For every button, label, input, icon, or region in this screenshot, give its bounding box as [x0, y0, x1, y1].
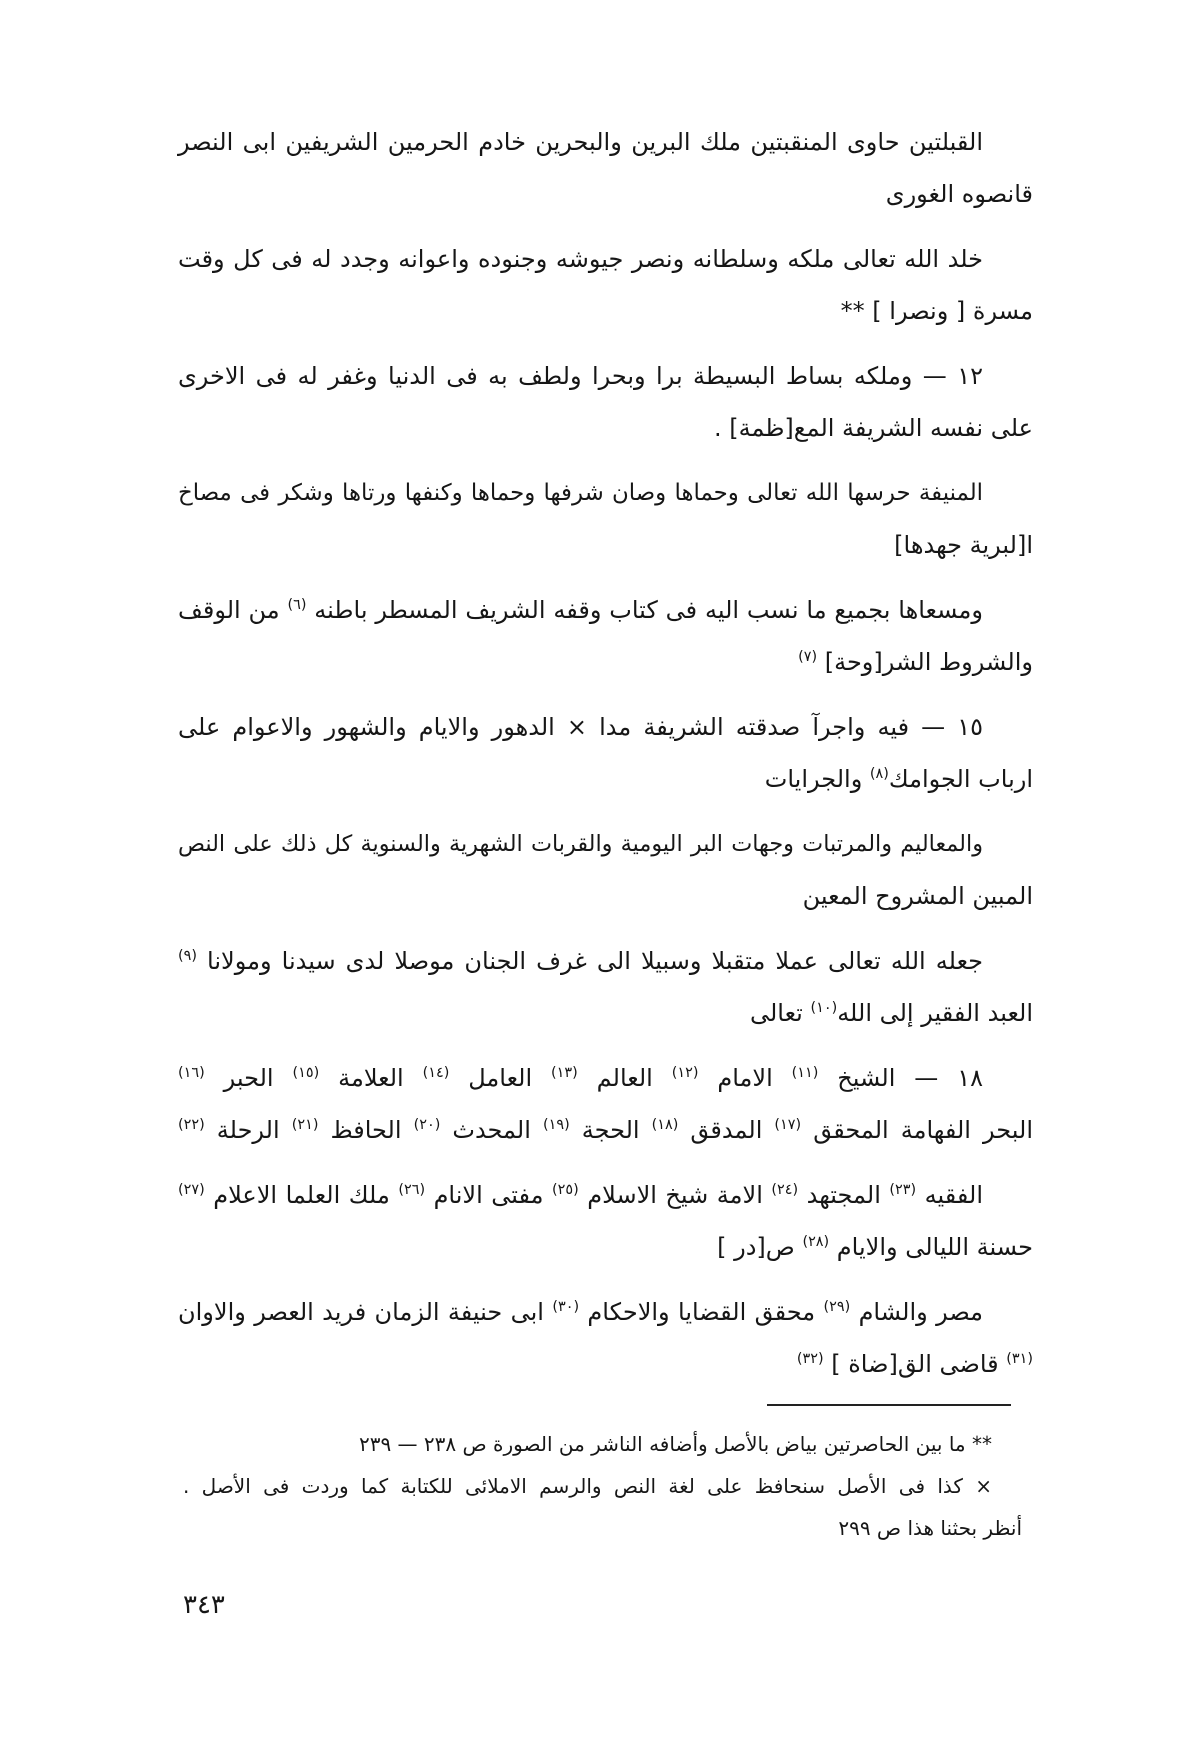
page-number: ٣٤٣	[183, 1590, 225, 1620]
footnote-ref: (١٨)	[651, 1117, 679, 1134]
footnote-ref: (٢٩)	[823, 1299, 851, 1316]
paragraph	[178, 1169, 1033, 1273]
footnote-ref: (٩)	[178, 948, 197, 965]
text-line: القبلتين حاوى المنقبتين ملك البرين والبحرين خادم الحرمين الشريفين ابى النصر	[178, 128, 983, 156]
footnotes	[183, 1423, 1022, 1549]
footnote-ref: (٣٠)	[552, 1299, 580, 1316]
footnote-ref: (٣٢)	[796, 1351, 824, 1368]
footnote-ref: (١٣)	[551, 1065, 578, 1082]
paragraph	[178, 1286, 1033, 1390]
footnote-ref: (١٤)	[422, 1065, 450, 1082]
text-line: مصر والشام $^{(٢٩)}$ محقق القضايا والاحكام $^{(٣٠)}$ ابى حنيفة الزمان فريد العصر والاوان	[178, 1298, 983, 1326]
text-line: ومسعاها بجميع ما نسب اليه فى كتاب وقفه الشريف المسطر باطنه $^{(٦)}$ من الوقف	[178, 596, 983, 624]
text-line: على نفسه الشريفة المع[ظمة] .	[713, 414, 1033, 442]
paragraph	[178, 818, 1033, 922]
text-line: جعله الله تعالى عملا متقبلا وسبيلا الى غرف الجنان موصلا لدى سيدنا ومولانا $^{(٩)}$	[178, 947, 983, 975]
footnote-ref: (٦)	[287, 597, 307, 614]
paragraph	[178, 584, 1033, 688]
text-line: المنيفة حرسها الله تعالى وحماها وصان شرفها وحماها وكنفها ورتاها وشكر فى مصاخ	[178, 480, 983, 506]
paragraph	[178, 935, 1033, 1039]
footnote-ref: (٨)	[869, 766, 889, 783]
text-line: البحر الفهامة المحقق $^{(١٧)}$ المدقق $^{(١٨)}$ الحجة $^{(١٩)}$ المحدث $^{(٢٠)}$ الحافظ $^{(٢١)}$ الرحلة $^{(٢٢)}$	[178, 1116, 1033, 1144]
text-line: $^{(٣١)}$ قاضى الق[ضاة ] $^{(٣٢)}$	[796, 1350, 1033, 1378]
footnote-ref: (٢٦)	[398, 1182, 426, 1199]
main-text	[178, 116, 1033, 1403]
text-line: ارباب الجوامك$^{(٨)}$ والجرايات	[764, 765, 1033, 793]
footnote-ref: (١٦)	[177, 1065, 205, 1082]
footnote-ref: (٧)	[798, 649, 818, 666]
text-line: المبين المشروح المعين	[802, 882, 1033, 910]
text-line: قانصوه الغورى	[885, 180, 1033, 208]
footnote-ref: (١١)	[791, 1065, 819, 1082]
footnote-ref: (٢٧)	[178, 1182, 205, 1199]
text-line: حسنة الليالى والايام $^{(٢٨)}$ ص[در ]	[717, 1233, 1033, 1261]
paragraph	[178, 233, 1033, 337]
paragraph	[178, 116, 1033, 220]
footnote-ref: (٢٥)	[552, 1182, 579, 1199]
footnote-ref: (٢٨)	[802, 1234, 830, 1251]
footnote: أنظر بحثنا هذا ص ٢٩٩	[838, 1516, 1022, 1540]
paragraph	[178, 701, 1033, 805]
paragraph	[178, 467, 1033, 571]
paragraph	[178, 350, 1033, 454]
text-line: ١٨ — الشيخ $^{(١١)}$ الامام $^{(١٢)}$ العالم $^{(١٣)}$ العامل $^{(١٤)}$ العلامة $^{(١٥)}$ الحبر $^{(١٦)}$	[177, 1064, 983, 1092]
paragraph	[178, 1052, 1033, 1156]
footnote-ref: (١٠)	[810, 1000, 838, 1017]
footnote-ref: (٣١)	[1006, 1351, 1033, 1368]
footnote: ** ما بين الحاصرتين بياض بالأصل وأضافه الناشر من الصورة ص ٢٣٨ — ٢٣٩	[358, 1432, 992, 1456]
footnote-ref: (٢٣)	[889, 1182, 917, 1199]
text-line: العبد الفقير إلى الله$^{(١٠)}$ تعالى	[749, 999, 1033, 1027]
footnote-ref: (٢١)	[291, 1117, 319, 1134]
footnote-ref: (١٥)	[292, 1065, 320, 1082]
footnote-rule	[767, 1404, 1011, 1406]
footnote-ref: (٢٤)	[771, 1182, 799, 1199]
footnote: × كذا فى الأصل سنحافظ على لغة النص والرسم الاملائى للكتابة كما وردت فى الأصل .	[183, 1474, 992, 1498]
footnote-ref: (١٩)	[542, 1117, 570, 1134]
text-line: والمعاليم والمرتبات وجهات البر اليومية والقربات الشهرية والسنوية كل ذلك على النص	[178, 831, 983, 857]
text-line: والشروط الشر[وحة] $^{(٧)}$	[798, 648, 1033, 676]
text-line: خلد الله تعالى ملكه وسلطانه ونصر جيوشه وجنوده واعوانه وجدد له فى كل وقت	[178, 245, 983, 273]
text-line: مسرة [ ونصرا ] **	[840, 297, 1033, 325]
footnote-ref: (١٢)	[671, 1065, 699, 1082]
footnote-ref: (٢٠)	[413, 1117, 441, 1134]
text-line: الفقيه $^{(٢٣)}$ المجتهد $^{(٢٤)}$ الامة شيخ الاسلام $^{(٢٥)}$ مفتى الانام $^{(٢٦)}$ ملك العلما الاعلام $^{(٢٧)}$	[178, 1181, 983, 1209]
footnote-ref: (١٧)	[774, 1117, 802, 1134]
footnote-ref: (٢٢)	[178, 1117, 205, 1134]
text-line: ١٢ — وملكه بساط البسيطة برا وبحرا ولطف به فى الدنيا وغفر له فى الاخرى	[178, 362, 983, 390]
text-line: ا[لبرية جهدها]	[894, 531, 1033, 559]
text-line: ١٥ — فيه واجرآ صدقته الشريفة مدا × الدهور والايام والشهور والاعوام على	[178, 713, 983, 741]
